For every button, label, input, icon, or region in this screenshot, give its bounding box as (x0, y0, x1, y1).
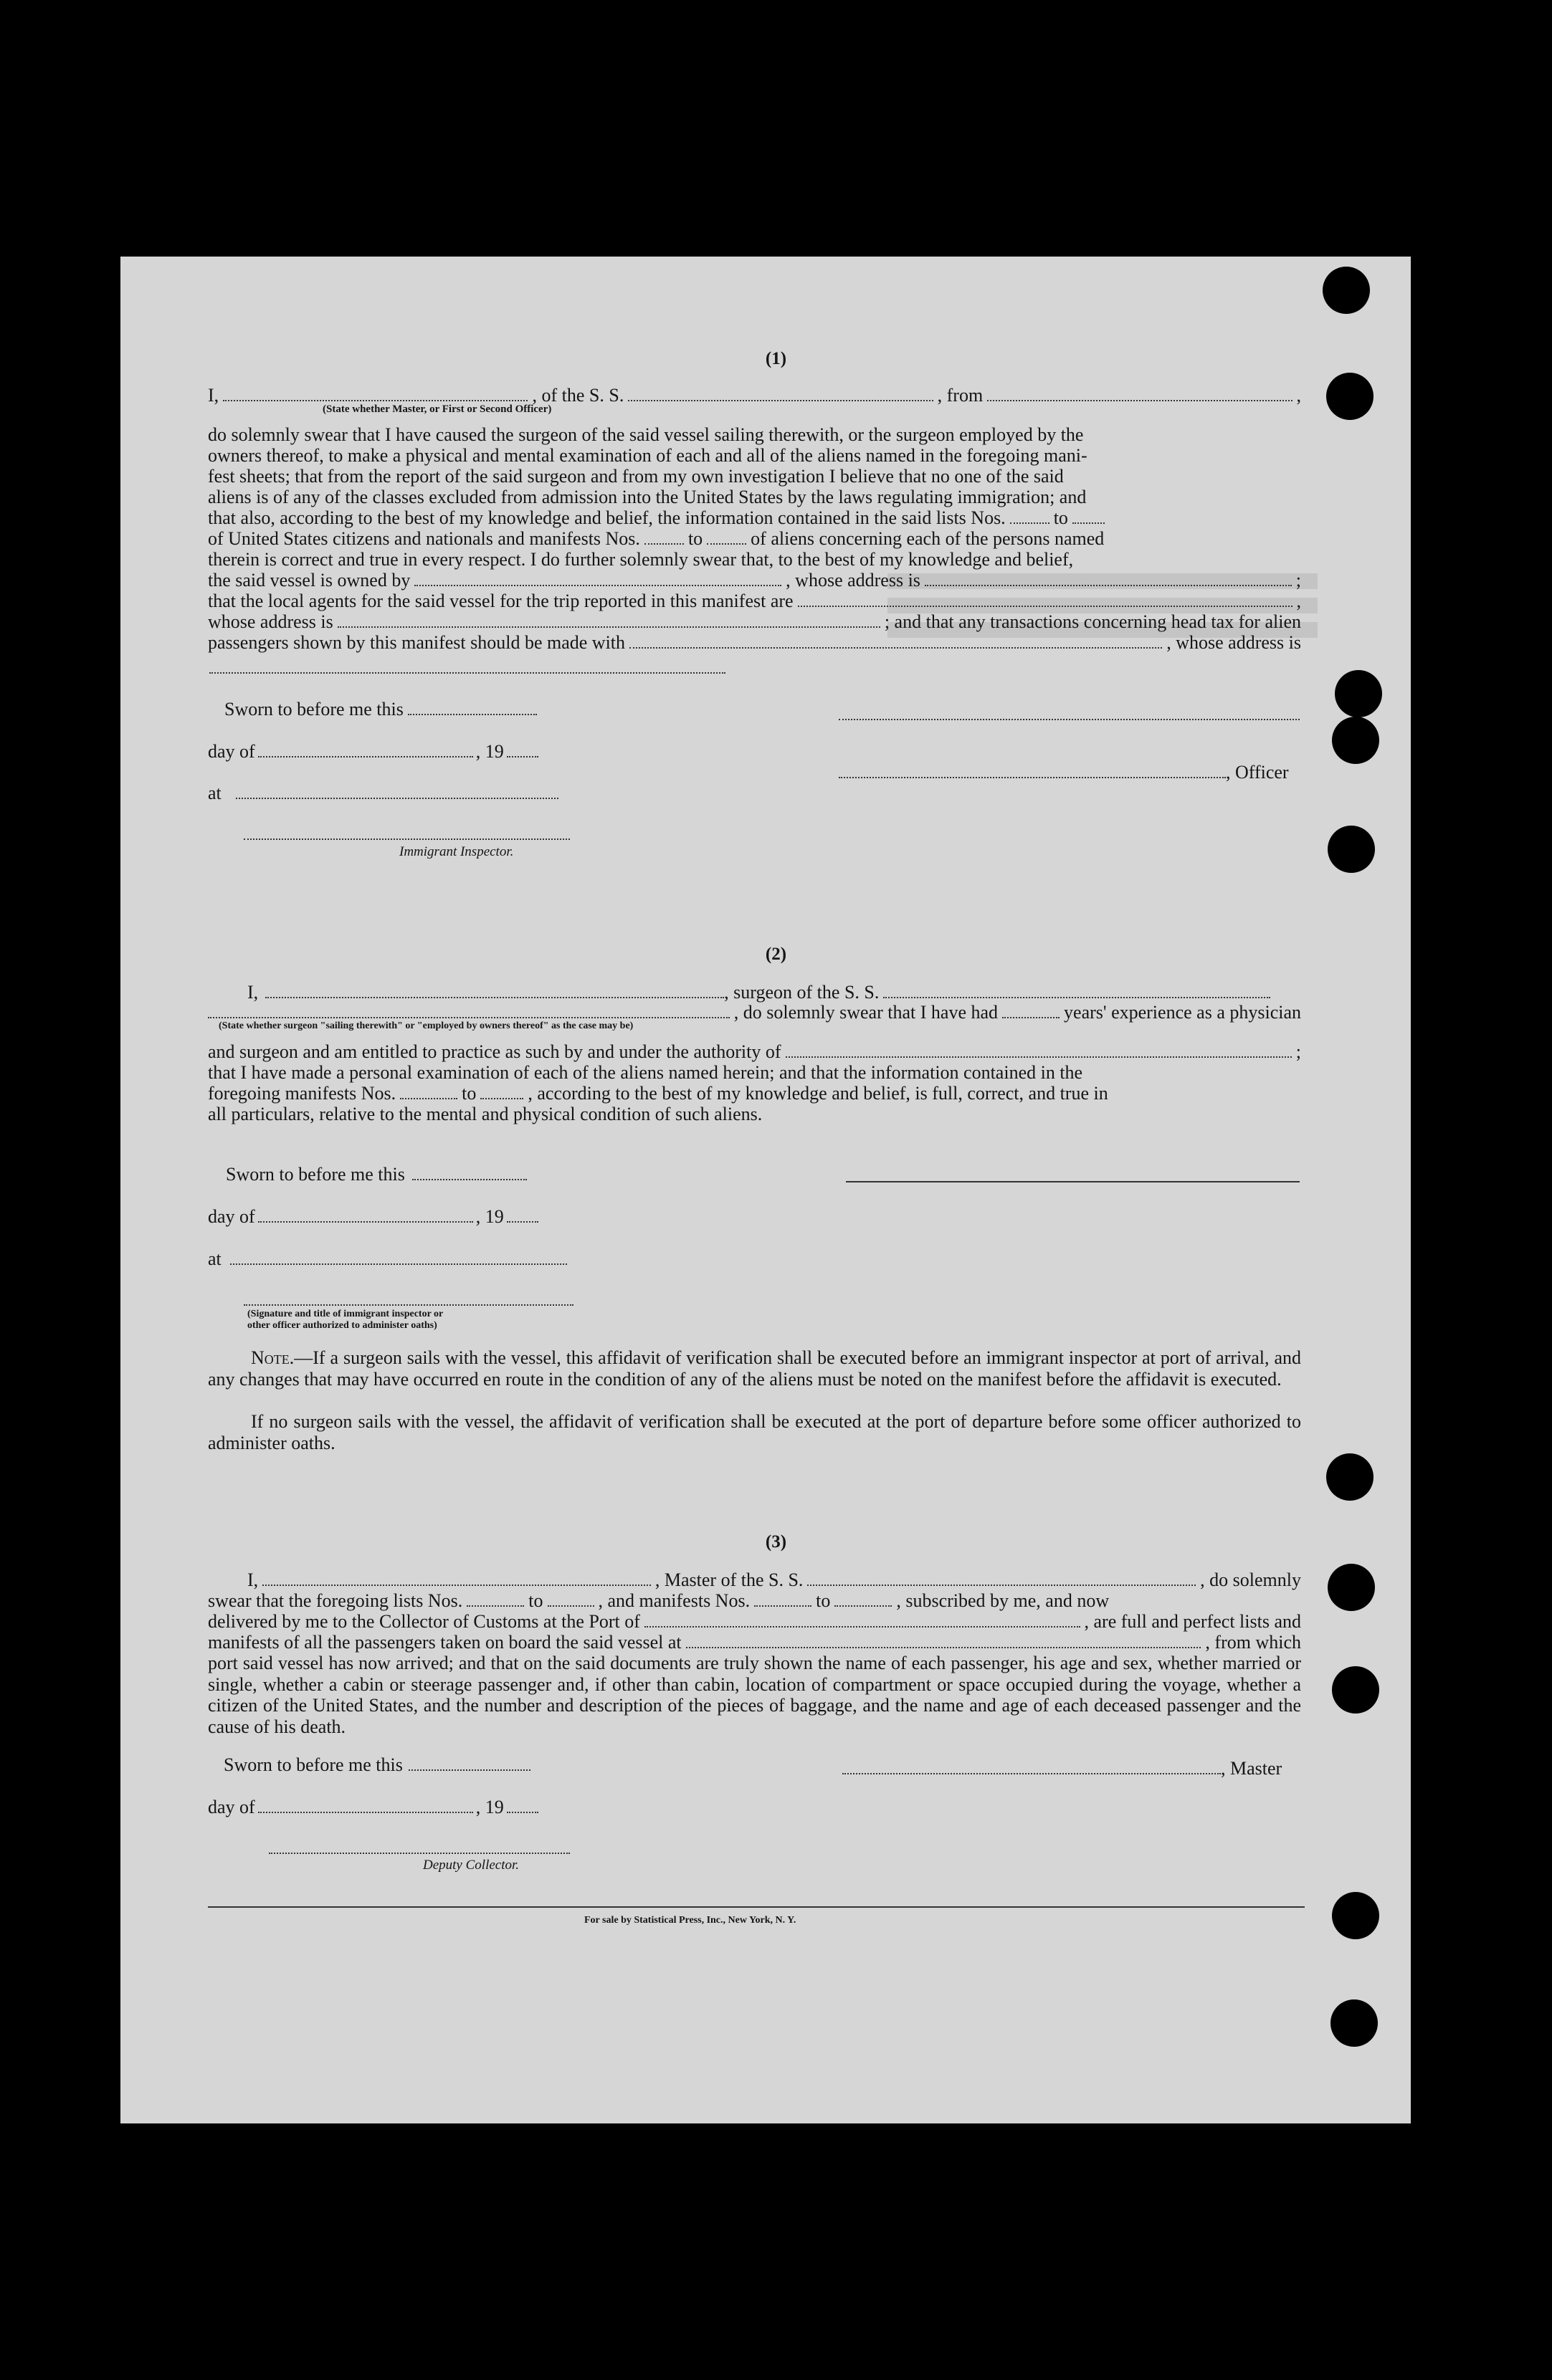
master-line: manifests of all the passengers taken on board the said vessel at , from which (208, 1632, 1301, 1653)
agents-address-field[interactable] (338, 612, 880, 628)
port-from-field[interactable] (987, 386, 1292, 401)
printer-imprint: For sale by Statistical Press, Inc., New York, N. Y. (584, 1915, 796, 1926)
sworn-date-field[interactable] (409, 1755, 530, 1771)
customs-port-field[interactable] (644, 1612, 1080, 1628)
year-field[interactable] (507, 1797, 538, 1813)
at-line: at (208, 1248, 567, 1270)
surgeon-line: I, , surgeon of the S. S. (247, 982, 1270, 1003)
sworn-date-field[interactable] (408, 699, 537, 715)
punch-hole (1330, 1999, 1378, 2047)
field-note: (State whether Master, or First or Second Officer) (323, 403, 552, 415)
master-line: I, , Master of the S. S. , do solemnly (247, 1569, 1301, 1590)
surgeon-manifests-from-field[interactable] (400, 1084, 457, 1099)
master-manifests-to-field[interactable] (834, 1591, 892, 1607)
surgeon-line: , do solemnly swear that I have had years' experience as a physician (208, 1002, 1301, 1023)
section-number: (2) (765, 945, 787, 964)
manifests-from-field[interactable] (644, 529, 684, 545)
oath-text-line: therein is correct and true in every respect. I do further solemnly swear that, to the best of my knowledge and belief, (208, 549, 1074, 570)
inspector-signature-field[interactable] (244, 824, 570, 840)
master-paragraph: port said vessel has now arrived; and that on the said documents are truly shown the name of each passenger, his age and sex, whether married or single, whether a cabin or steerage passenger and, if other than cabin, location of compartment or space occupied during the voyage, whether a citizen of the United States, and the number and description of the pieces of baggage, and the name and age of each deceased passenger and the cause of his death. (208, 1653, 1301, 1737)
agents-field[interactable] (798, 591, 1292, 607)
collector-signature-field[interactable] (269, 1838, 570, 1854)
sworn-line: Sworn to before me this (224, 1754, 530, 1776)
surgeon-text-line: foregoing manifests Nos. to , according to the best of my knowledge and belief, is full, correct, and true in (208, 1083, 1108, 1104)
boarding-port-field[interactable] (686, 1633, 1201, 1648)
surgeon-signature-field[interactable] (846, 1181, 1300, 1182)
master-signature-line: , Master (842, 1758, 1282, 1779)
master-line: swear that the foregoing lists Nos. to , and manifests Nos. to , subscribed by me, and now (208, 1590, 1110, 1611)
officer-line: , Officer (839, 762, 1289, 783)
punch-hole (1332, 1666, 1379, 1714)
punch-hole (1332, 1892, 1379, 1939)
day-of-line: day of , 19 (208, 741, 538, 763)
oath-text-line: owners thereof, to make a physical and mental examination of each and all of the aliens named in the foregoing mani- (208, 445, 1087, 466)
signature-note: (Signature and title of immigrant inspector or (247, 1309, 444, 1319)
punch-hole (1328, 1564, 1375, 1611)
punch-hole (1326, 373, 1374, 420)
master-name-field[interactable] (262, 1570, 651, 1586)
at-line: at (208, 783, 558, 804)
oath-text-line: that also, according to the best of my knowledge and belief, the information contained in the said lists Nos. to (208, 507, 1301, 529)
sworn-line: Sworn to before me this (224, 699, 537, 720)
oath-text-line: fest sheets; that from the report of the said surgeon and from my own investigation I believe that no one of the said (208, 466, 1064, 487)
oath-text-line: whose address is ; and that any transactions concerning head tax for alien (208, 611, 1301, 632)
oath-text-line: passengers shown by this manifest should be made with , whose address is (208, 632, 1301, 653)
surgeon-type-field[interactable] (208, 1003, 730, 1018)
oath-text-line: do solemnly swear that I have caused the surgeon of the said vessel sailing therewith, or the surgeon employed by the (208, 424, 1084, 445)
oath-text-line: that the local agents for the said vessel for the trip reported in this manifest are , (208, 591, 1301, 611)
field-note: (State whether surgeon "sailing therewith" or "employed by owners thereof" as the case may be) (219, 1021, 634, 1031)
officer-signature-top-field[interactable] (839, 704, 1300, 720)
surgeon-text-line: and surgeon and am entitled to practice as such by and under the authority of ; (208, 1041, 1301, 1062)
day-of-line: day of , 19 (208, 1206, 538, 1228)
authority-field[interactable] (786, 1042, 1292, 1058)
note-paragraph: Note.—If a surgeon sails with the vessel, this affidavit of verification shall be executed before an immigrant inspector at port of arrival, and any changes that may have occurred en route in the condition of any of the aliens must be noted on the manifest before the affidavit is executed. (208, 1347, 1301, 1390)
officer-name-field[interactable] (223, 386, 528, 401)
head-tax-party-field[interactable] (629, 633, 1162, 649)
year-field[interactable] (507, 742, 538, 758)
oath-text-line: aliens is of any of the classes excluded from admission into the United States by the laws regulating immigration; and (208, 487, 1087, 507)
lists-to-field[interactable] (1072, 508, 1105, 524)
punch-hole (1328, 826, 1375, 873)
oath-text-line: the said vessel is owned by , whose address is ; (208, 570, 1301, 591)
punch-hole (1335, 670, 1382, 717)
oath-line: I, , of the S. S. , from , (208, 385, 1301, 406)
day-of-field[interactable] (258, 1797, 473, 1813)
surgeon-text-line: that I have made a personal examination of each of the aliens named herein; and that the information contained in the (208, 1062, 1083, 1083)
sworn-date-field[interactable] (412, 1165, 527, 1180)
footer-rule (208, 1906, 1305, 1908)
at-field[interactable] (236, 783, 558, 799)
inspector-signature-field[interactable] (244, 1290, 573, 1306)
punch-hole (1323, 267, 1370, 314)
surgeon-manifests-to-field[interactable] (480, 1084, 523, 1099)
vessel-name-field[interactable] (628, 386, 933, 401)
signature-caption: Deputy Collector. (423, 1858, 520, 1873)
master-lists-to-field[interactable] (548, 1591, 594, 1607)
sworn-line: Sworn to before me this (226, 1164, 527, 1185)
master-signature-field[interactable] (842, 1759, 1221, 1774)
surgeon-name-field[interactable] (265, 983, 724, 998)
punch-hole (1332, 717, 1379, 764)
note-paragraph: If no surgeon sails with the vessel, the affidavit of verification shall be executed at the port of departure before some officer authorized to administer oaths. (208, 1411, 1301, 1453)
lists-from-field[interactable] (1010, 508, 1049, 524)
section-number: (1) (765, 349, 787, 368)
master-line: delivered by me to the Collector of Customs at the Port of , are full and perfect lists and (208, 1611, 1301, 1632)
head-tax-address-field[interactable] (209, 658, 725, 674)
oath-text-line: of United States citizens and nationals and manifests Nos. to of aliens concerning each of the persons named (208, 528, 1105, 549)
day-of-field[interactable] (258, 1207, 473, 1223)
section-number: (3) (765, 1532, 787, 1552)
surgeon-vessel-field[interactable] (883, 983, 1270, 998)
years-experience-field[interactable] (1002, 1003, 1060, 1018)
master-manifests-from-field[interactable] (754, 1591, 811, 1607)
officer-signature-field[interactable] (839, 763, 1226, 778)
day-of-line: day of , 19 (208, 1797, 538, 1818)
master-vessel-field[interactable] (807, 1570, 1196, 1586)
owner-field[interactable] (414, 570, 781, 586)
at-field[interactable] (230, 1249, 567, 1265)
year-field[interactable] (507, 1207, 538, 1223)
signature-note: other officer authorized to administer oaths) (247, 1320, 437, 1331)
master-lists-from-field[interactable] (467, 1591, 524, 1607)
day-of-field[interactable] (258, 742, 473, 758)
owner-address-field[interactable] (925, 570, 1292, 586)
surgeon-text-line: all particulars, relative to the mental and physical condition of such aliens. (208, 1104, 763, 1124)
manifests-to-field[interactable] (707, 529, 746, 545)
punch-hole (1326, 1453, 1374, 1501)
signature-caption: Immigrant Inspector. (399, 844, 514, 859)
